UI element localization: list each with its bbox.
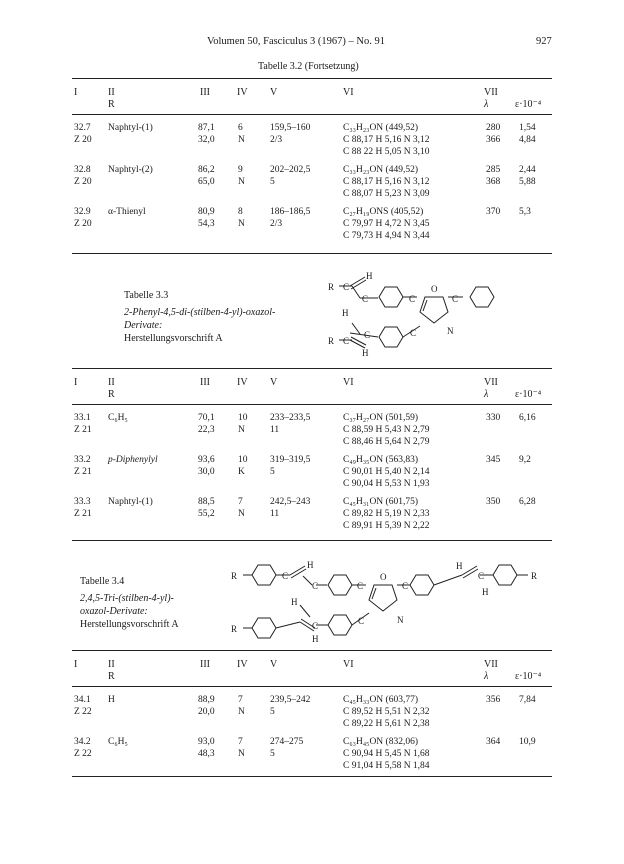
col-header-iv: IV [237,87,248,98]
formula: C₃₃H₂₃ON (449,52) [343,165,418,175]
table-3-3-subtitle: 2-Phenyl-4,5-di-(stilben-4-yl)-oxazol- [124,307,276,318]
solvent-value: 7 [238,695,243,705]
epsilon-value: 6,16 [519,413,536,423]
solvent-value: 8 [238,207,243,217]
running-head: Volumen 50, Fasciculus 3 (1967) – No. 91 [207,36,386,47]
struct-3-4-h2: H [291,597,298,607]
col-header-iv: IV [237,377,248,388]
solvent-value: 7 [238,497,243,507]
analysis-calc: C 88,17 H 5,16 N 3,12 [343,177,430,187]
epsilon-value: 5,88 [519,177,536,187]
col-header-vii: VII [484,659,498,670]
solvent-value: 9 [238,165,243,175]
melting-point: 274–275 [270,737,304,747]
col-header-iii: III [200,87,210,98]
struct-3-3-h-bottom: H [362,348,369,358]
melting-point-note: 5 [270,749,275,759]
melting-point-note: 2/3 [270,135,283,145]
col-header-i: I [74,377,78,388]
formula: C₃₇H₂₇ON (501,59) [343,413,418,423]
analysis-calc: C 79,97 H 4,72 N 3,45 [343,219,430,229]
struct-3-4-r-left-bottom: R [231,624,238,634]
epsilon-value: 9,2 [519,455,531,465]
analysis-found: C 88,07 H 5,23 N 3,09 [343,189,430,199]
lambda-value: 280 [486,123,501,133]
melting-point-note: 11 [270,509,280,519]
compound-reference: Z 21 [74,425,92,435]
melting-point-note: 11 [270,425,280,435]
col-header-v: V [270,87,278,98]
analysis-calc: C 90,01 H 5,40 N 2,14 [343,467,430,477]
analysis-found: C 91,04 H 5,58 N 1,84 [343,761,430,771]
yield-value: 32,0 [198,135,215,145]
formula: C₄₅H₃₁ON (601,75) [343,497,418,507]
col-header-iv: IV [237,659,248,670]
col-header-epsilon: ε·10⁻⁴ [515,671,542,682]
yield-value: 54,3 [198,219,215,229]
melting-point: 186–186,5 [270,207,311,217]
epsilon-value: 5,3 [519,207,531,217]
substituent-r: α-Thienyl [108,207,146,217]
lambda-value: 366 [486,135,501,145]
table-3-4-title: Tabelle 3.4 [80,576,125,587]
melting-point: 159,5–160 [270,123,311,133]
yield-value: 22,3 [198,425,215,435]
lambda-value: 345 [486,455,501,465]
struct-3-3-c-low: C [364,330,371,340]
col-header-r: R [108,671,115,682]
col-header-vi: VI [343,659,354,670]
melting-point-note: 5 [270,177,275,187]
solvent-value: N [238,509,245,519]
struct-3-4-o: O [380,572,387,582]
col-header-i: I [74,659,78,670]
compound-number: 34.1 [74,695,91,705]
melting-point: 202–202,5 [270,165,311,175]
yield-value: 87,1 [198,123,215,133]
analysis-calc: C 89,52 H 5,51 N 2,32 [343,707,430,717]
compound-reference: Z 20 [74,135,92,145]
struct-3-4-c2: C [312,581,319,591]
compound-number: 32.7 [74,123,91,133]
col-header-v: V [270,659,278,670]
col-header-vi: VI [343,87,354,98]
solvent-value: 10 [238,413,248,423]
col-header-lambda: λ [484,671,489,682]
struct-3-4-r-right: R [531,571,538,581]
solvent-value: N [238,707,245,717]
melting-point: 239,5–242 [270,695,311,705]
col-header-vii: VII [484,377,498,388]
melting-point-note: 2/3 [270,219,283,229]
compound-reference: Z 22 [74,707,92,717]
table-top-rule [72,650,552,651]
substituent-r: Naphtyl-(1) [108,123,153,133]
yield-value: 80,9 [198,207,215,217]
struct-3-4-c5: C [358,616,365,626]
compound-number: 32.9 [74,207,91,217]
yield-value: 88,9 [198,695,215,705]
struct-3-4-r-left-top: R [231,571,238,581]
yield-value: 86,2 [198,165,215,175]
struct-3-4-c4: C [357,581,364,591]
col-header-iii: III [200,659,210,670]
analysis-found: C 79,73 H 4,94 N 3,44 [343,231,430,241]
yield-value: 70,1 [198,413,215,423]
struct-3-3-c-mid: C [362,294,369,304]
lambda-value: 356 [486,695,501,705]
struct-3-3-c4: C [409,294,416,304]
compound-reference: Z 22 [74,749,92,759]
yield-value: 48,3 [198,749,215,759]
melting-point: 319–319,5 [270,455,311,465]
struct-3-4-c-low: C [312,621,319,631]
table-3-2-title: Tabelle 3.2 (Fortsetzung) [258,61,359,72]
lambda-value: 370 [486,207,501,217]
struct-3-3-r-top: R [328,282,335,292]
solvent-value: N [238,219,245,229]
struct-3-3-h-mid: H [342,308,349,318]
analysis-found: C 88 22 H 5,05 N 3,10 [343,147,430,157]
substituent-r: H [108,695,115,705]
compound-reference: Z 20 [74,219,92,229]
col-header-v: V [270,377,278,388]
epsilon-value: 7,84 [519,695,536,705]
struct-3-3-o: O [431,284,438,294]
lambda-value: 285 [486,165,501,175]
epsilon-value: 6,28 [519,497,536,507]
lambda-value: 330 [486,413,501,423]
substituent-r: Naphtyl-(1) [108,497,153,507]
struct-3-4-c1: C [282,571,289,581]
col-header-epsilon: ε·10⁻⁴ [515,389,542,400]
analysis-found: C 88,46 H 5,64 N 2,79 [343,437,430,447]
col-header-r: R [108,99,115,110]
struct-3-3-r-bottom: R [328,336,335,346]
yield-value: 93,6 [198,455,215,465]
compound-reference: Z 21 [74,467,92,477]
struct-3-3-h-top: H [366,271,373,281]
compound-number: 34.2 [74,737,91,747]
analysis-calc: C 88,59 H 5,43 N 2,79 [343,425,430,435]
formula: C₂₇H₁₉ONS (405,52) [343,207,424,217]
epsilon-value: 10,9 [519,737,536,747]
struct-3-3-c-bottom: C [343,336,350,346]
solvent-value: 10 [238,455,248,465]
struct-3-4-c-oxazole: C [402,581,409,591]
table-header-rule [72,686,552,687]
lambda-value: 368 [486,177,501,187]
table-3-3-method: Herstellungsvorschrift A [124,333,223,344]
epsilon-value: 1,54 [519,123,536,133]
formula: C₄₉H₃₅ON (563,83) [343,455,418,465]
struct-3-3-c2: C [452,294,459,304]
struct-3-3-c5: C [410,328,417,338]
analysis-calc: C 88,17 H 5,16 N 3,12 [343,135,430,145]
struct-3-3-n: N [447,326,454,336]
yield-value: 20,0 [198,707,215,717]
analysis-found: C 89,22 H 5,61 N 2,38 [343,719,430,729]
table-bottom-rule [72,776,552,777]
struct-3-4-h1: H [307,560,314,570]
formula: C₄₅H₃₃ON (603,77) [343,695,418,705]
solvent-value: N [238,135,245,145]
formula: C₃₃H₂₃ON (449,52) [343,123,418,133]
analysis-calc: C 90,94 H 5,45 N 1,68 [343,749,430,759]
compound-reference: Z 21 [74,509,92,519]
compound-reference: Z 20 [74,177,92,187]
substituent-r: Naphtyl-(2) [108,165,153,175]
struct-3-4-n: N [397,615,404,625]
yield-value: 30,0 [198,467,215,477]
yield-value: 65,0 [198,177,215,187]
solvent-value: N [238,177,245,187]
col-header-ii: II [108,377,115,388]
analysis-found: C 89,91 H 5,39 N 2,22 [343,521,430,531]
solvent-value: N [238,425,245,435]
analysis-calc: C 89,82 H 5,19 N 2,33 [343,509,430,519]
col-header-lambda: λ [484,99,489,110]
substituent-r: C₆H₅ [108,737,128,747]
col-header-vi: VI [343,377,354,388]
table-3-3-subtitle-2: Derivate: [124,320,163,331]
struct-3-4-c-right: C [478,571,485,581]
page-number: 927 [536,36,552,47]
struct-3-4-h-right-2: H [482,587,489,597]
compound-number: 33.1 [74,413,91,423]
compound-number: 33.2 [74,455,91,465]
col-header-lambda: λ [484,389,489,400]
lambda-value: 364 [486,737,501,747]
table-3-4-subtitle: 2,4,5-Tri-(stilben-4-yl)- [80,593,174,604]
melting-point: 242,5–243 [270,497,311,507]
yield-value: 88,5 [198,497,215,507]
melting-point-note: 5 [270,467,275,477]
table-3-4-method: Herstellungsvorschrift A [80,619,179,630]
table-3-4-subtitle-2: oxazol-Derivate: [80,606,148,617]
substituent-r: p-Diphenylyl [108,455,158,465]
table-3-3-title: Tabelle 3.3 [124,290,169,301]
yield-value: 93,0 [198,737,215,747]
col-header-iii: III [200,377,210,388]
formula: C₆₃H₄₅ON (832,06) [343,737,418,747]
compound-number: 32.8 [74,165,91,175]
col-header-ii: II [108,87,115,98]
analysis-found: C 90,04 H 5,53 N 1,93 [343,479,430,489]
melting-point-note: 5 [270,707,275,717]
struct-3-3-c-top: C [343,282,350,292]
col-header-ii: II [108,659,115,670]
struct-3-4-h-right: H [456,561,463,571]
compound-number: 33.3 [74,497,91,507]
solvent-value: K [238,467,245,477]
substituent-r: C₆H₅ [108,413,128,423]
solvent-value: 7 [238,737,243,747]
solvent-value: 6 [238,123,243,133]
struct-3-4-h-low: H [312,634,319,644]
yield-value: 55,2 [198,509,215,519]
epsilon-value: 2,44 [519,165,536,175]
epsilon-value: 4,84 [519,135,536,145]
col-header-epsilon: ε·10⁻⁴ [515,99,542,110]
melting-point: 233–233,5 [270,413,311,423]
col-header-r: R [108,389,115,400]
col-header-vii: VII [484,87,498,98]
col-header-i: I [74,87,78,98]
lambda-value: 350 [486,497,501,507]
solvent-value: N [238,749,245,759]
